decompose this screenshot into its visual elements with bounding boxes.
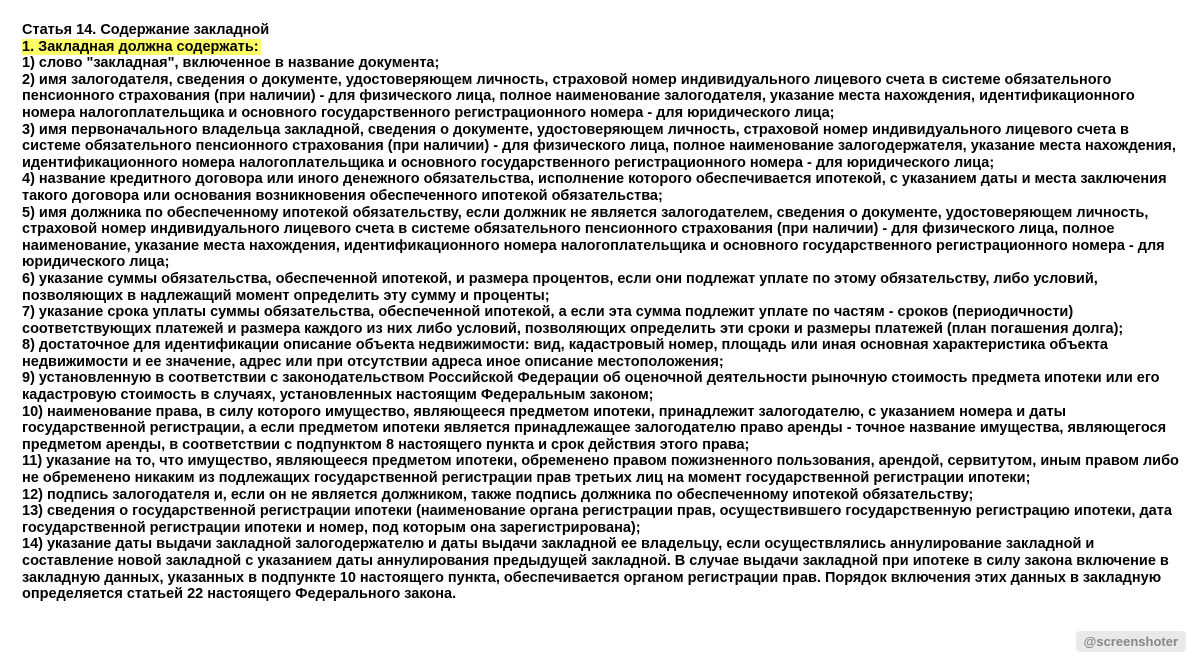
item-5: 5) имя должника по обеспеченному ипотекой обязательству, если должник не является залогодателем, сведения о документе, удостоверяющем личность, страховой номер индивидуального лицевого счета в системе обязательного пенсионного страхования (при наличии) - для физического лица, полное наименование, указание места нахождения, идентификационного номера налогоплательщика и основного государственного регистрационного номера - для юридического лица; (22, 204, 1165, 271)
item-3: 3) имя первоначального владельца закладной, сведения о документе, удостоверяющем личность, страховой номер индивидуального лицевого счета в системе обязательного пенсионного страхования (при наличии) - для физического лица, полное наименование залогодержателя, указание места нахождения, идентификационного номера налогоплательщика и основного государственного регистрационного номера - для юридического лица; (22, 121, 1176, 171)
item-14: 14) указание даты выдачи закладной залогодержателю и даты выдачи закладной ее владельцу, если осуществлялись аннулирование закладной и составление новой закладной с указанием даты аннулирования предыдущей закладной. В случае выдачи закладной при ипотеке в силу закона включение в закладную данных, указанных в подпункте 10 настоящего пункта, обеспечивается органом регистрации прав. Порядок включения этих данных в закладную определяется статьей 22 настоящего Федерального закона. (22, 536, 1169, 603)
item-2: 2) имя залогодателя, сведения о документе, удостоверяющем личность, страховой номер индивидуального лицевого счета в системе обязательного пенсионного страхования (при наличии) - для физического лица, полное наименование залогодателя, указание места нахождения, идентификационного номера налогоплательщика и основного государственного регистрационного номера - для юридического лица; (22, 71, 1135, 121)
screenshoter-watermark: @screenshoter (1076, 631, 1186, 652)
item-10: 10) наименование права, в силу которого имущество, являющееся предметом ипотеки, принадлежит залогодателю, с указанием номера и даты государственной регистрации, а если предметом ипотеки является принадлежащее залогодателю право аренды - точное название имущества, являющегося предметом аренды, в соответствии с подпунктом 8 настоящего пункта и срок действия этого права; (22, 403, 1167, 453)
article-title: Статья 14. Содержание закладной (22, 22, 270, 38)
item-7: 7) указание срока уплаты суммы обязательства, обеспеченной ипотекой, а если эта сумма подлежит уплате по частям - сроков (периодичности) соответствующих платежей и размера каждого из них либо условий, позволяющих определить эти сроки и размеры платежей (план погашения долга); (22, 304, 1124, 337)
highlighted-intro: 1. Закладная должна содержать: (22, 38, 259, 55)
item-13: 13) сведения о государственной регистрации ипотеки (наименование органа регистрации прав, осуществившего государственную регистрацию ипотеки, дата государственной регистрации ипотеки и номер, под которым она зарегистрирована); (22, 503, 1172, 536)
item-1: 1) слово "закладная", включенное в название документа; (22, 55, 440, 72)
document-body (22, 22, 1182, 603)
item-8: 8) достаточное для идентификации описание объекта недвижимости: вид, кадастровый номер, площадь или иная основная характеристика объекта недвижимости и ее значение, адрес или при отсутствии адреса иное описание местоположения; (22, 337, 1108, 370)
item-9: 9) установленную в соответствии с законодательством Российской Федерации об оценочной деятельности рыночную стоимость предмета ипотеки или его кадастровую стоимость в случаях, установленных настоящим Федеральным законом; (22, 370, 1160, 404)
item-6: 6) указание суммы обязательства, обеспеченной ипотекой, и размера процентов, если они подлежат уплате по этому обязательству, либо условий, позволяющих в надлежащий момент определить эту сумму и проценты; (22, 270, 1098, 304)
item-11: 11) указание на то, что имущество, являющееся предметом ипотеки, обременено правом пожизненного пользования, арендой, сервитутом, иным правом либо не обременено никаким из подлежащих государственной регистрации прав третьих лиц на момент государственной регистрации ипотеки; (22, 453, 1179, 487)
item-4: 4) название кредитного договора или иного денежного обязательства, исполнение которого обеспечивается ипотекой, с указанием даты и места заключения такого договора или основания возникновения обеспеченного ипотекой обязательства; (22, 171, 1167, 204)
item-12: 12) подпись залогодателя и, если он не является должником, также подпись должника по обеспеченному ипотекой обязательству; (22, 486, 974, 503)
